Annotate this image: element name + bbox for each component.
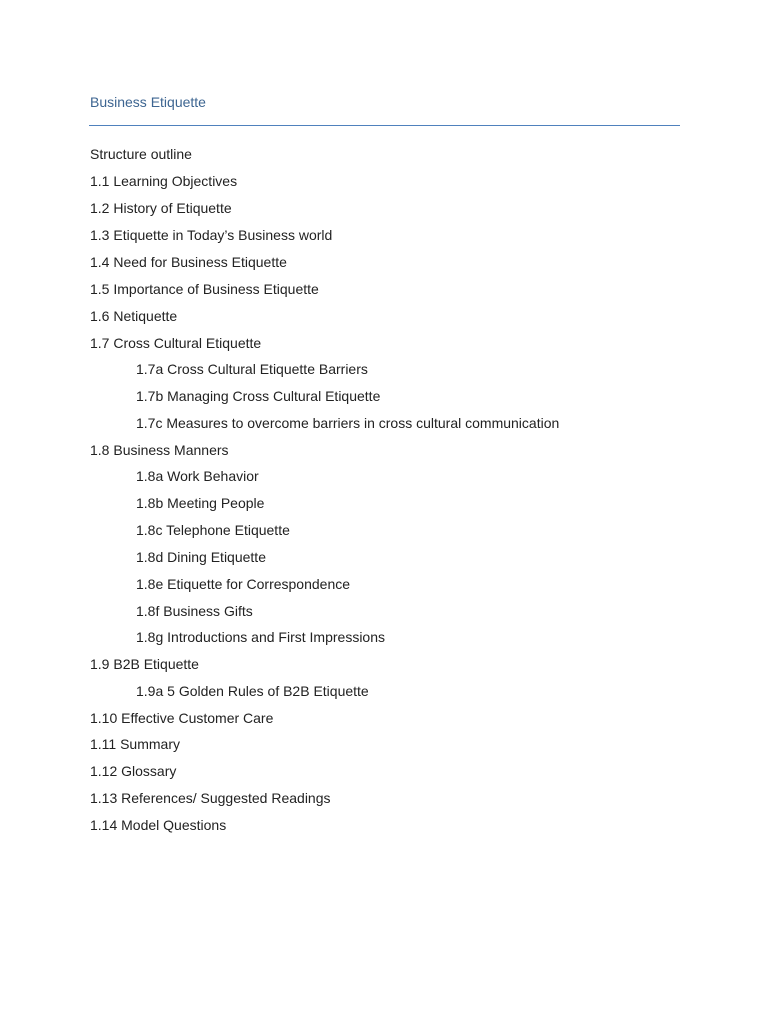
outline-subitem: 1.8f Business Gifts [136,603,253,619]
outline-item: 1.6 Netiquette [90,308,178,324]
outline-item: 1.4 Need for Business Etiquette [90,254,287,270]
outline-heading: Structure outline [90,146,192,162]
document-title: Business Etiquette [90,94,206,110]
outline-item: 1.14 Model Questions [90,817,227,833]
title-divider [89,125,680,126]
outline-item: 1.7 Cross Cultural Etiquette [90,335,262,351]
outline-subitem: 1.8a Work Behavior [136,468,259,484]
outline-subitem: 1.8d Dining Etiquette [136,549,266,565]
outline-item: 1.2 History of Etiquette [90,200,232,216]
outline-subitem: 1.7a Cross Cultural Etiquette Barriers [136,361,368,377]
outline-subitem: 1.7b Managing Cross Cultural Etiquette [136,388,381,404]
outline-item: 1.13 References/ Suggested Readings [90,790,331,806]
outline-subitem: 1.8b Meeting People [136,495,265,511]
outline-item: 1.1 Learning Objectives [90,173,238,189]
outline-item: 1.11 Summary [90,736,180,752]
outline-item: 1.5 Importance of Business Etiquette [90,281,319,297]
outline-item: 1.12 Glossary [90,763,177,779]
outline-subitem: 1.7c Measures to overcome barriers in cross cultural communication [136,415,560,431]
outline-item: 1.10 Effective Customer Care [90,710,274,726]
outline-item: 1.8 Business Manners [90,442,229,458]
outline-subitem: 1.9a 5 Golden Rules of B2B Etiquette [136,683,369,699]
outline-subitem: 1.8c Telephone Etiquette [136,522,290,538]
outline-subitem: 1.8g Introductions and First Impressions [136,629,386,645]
outline-subitem: 1.8e Etiquette for Correspondence [136,576,351,592]
outline-item: 1.3 Etiquette in Today’s Business world [90,227,333,243]
outline-item: 1.9 B2B Etiquette [90,656,199,672]
